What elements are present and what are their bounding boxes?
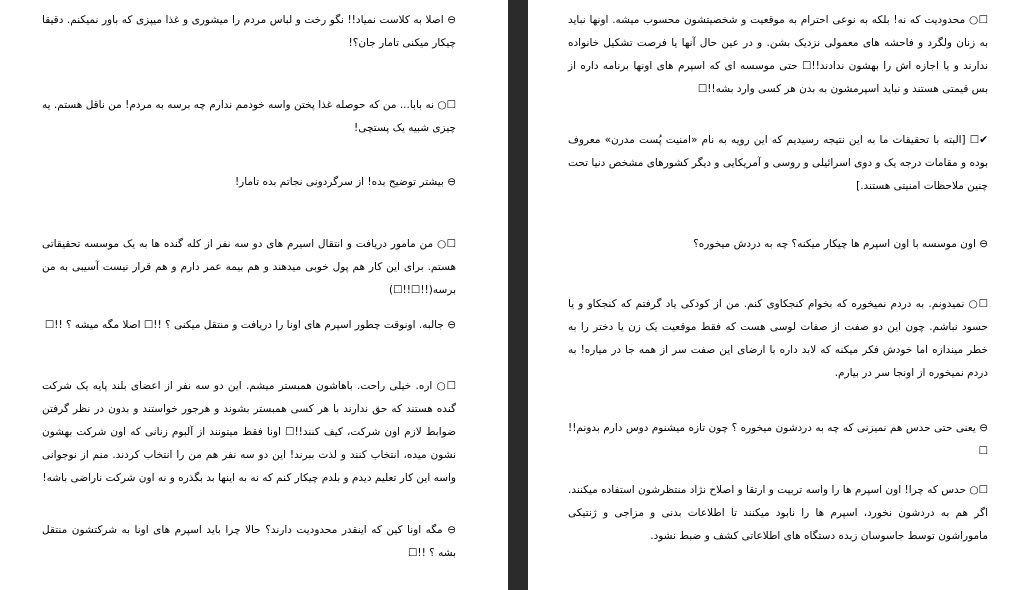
dialogue-paragraph: ☐○ نمیدونم. به دردم نمیخوره که بخوام کنجکاوی کنم. من از کودکی یاد گرفتم که کنجکاو و یا حسود نباشم. چون این دو صفت از صفات لوسی هست که فقط موقعیت یک زن یا دختر را به خطر میندازه اما خودش فکر میکنه که لابد داره با ارضای این صفت سر از همه جا در میاره! به دردم نمیخوره از اونجا سر در بیارم. (568, 297, 988, 379)
dialogue-paragraph: ⊖ اون موسسه با اون اسپرم ها چیکار میکنه؟ چه به دردش میخوره؟ (693, 237, 988, 250)
dialogue-paragraph: ☐○ حدس که چرا! اون اسپرم ها را واسه تربیت و ارتقا و اصلاح نژاد منتظرشون استفاده میکنند. اگر هم به دردشون نخورد، اسپرم ها را نابود میکنند تا اطلاعات بدنی و مزاجی و ژنتیکی ماموراشون توسط جاسوسان زبده دستگاه های اطلاعاتی کشف و ضبط نشود. (568, 483, 988, 542)
page-gutter (508, 0, 528, 590)
dialogue-paragraph: ⊖ اصلا به کلاست نمیاد!! نگو رخت و لباس مردم را میشوری و غذا میپزی که باور نمیکنم. دقیقا چیکار میکنی تامار جان؟! (42, 13, 456, 49)
dialogue-paragraph: ☐○ اره. خیلی راحت. باهاشون همبستر میشم. این دو سه نفر از اعضای بلند پایه یک شرکت گنده هستند که حق ندارند با هر کسی همبستر بشوند و هرجور خواستند و بدون در نظر گرفتن ضوابط لازم اون شرکت، کیف کنند!!☐ اونا فقط میتونند از آلبوم زنانی که اون شرکت بهشون نشون میده، انتخاب کنند و لذت ببرند! این دو سه نفر هم من را انتخاب کردند. منم از نوجوانی واسه این کار تعلیم دیدم و بلدم چیکار کنم که نه به اینها بد بگذره و نه اون شرکت ناراضی باشه! (42, 379, 456, 484)
dialogue-paragraph: ☐○ من مامور دریافت و انتقال اسیرم های دو سه نفر از کله گنده ها به یک موسسه تحقیقاتی هستم. برای این کار هم پول خوبی میدهند و هم بیمه عمر دارم و هم قرار نیست آسیبی به من برسه(!!☐!!☐) (42, 237, 456, 296)
dialogue-paragraph: ⊖ جالبه. اونوقت چطور اسپرم های اونا را دریافت و منتقل میکنی ؟ !!☐ اصلا مگه میشه ؟ !!☐ (44, 318, 456, 331)
dialogue-paragraph: ☐○ محدودیت که نه! بلکه به نوعی احترام به موقعیت و شخصیتشون محسوب میشه. اونها نباید به زنان ولگرد و فاحشه های معمولی نزدیک بشن. و در عین حال آنها یا فرصت تشکیل خانواده ندارند و یا اجازه اش را بهشون ندادند!!☐ حتی موسسه ای که اسپرم های اونها برنامه داره از بس قیمتی هستند و نباید اسپرمشون به بدن هر کسی وارد بشه!!☐ (568, 13, 988, 95)
right-page (528, 0, 1024, 590)
dialogue-paragraph: ⊖ یعنی حتی حدس هم نمیزنی که چه به دردشون میخوره ؟ چون تازه میشنوم دوس دارم بدونم!!☐ (568, 421, 988, 457)
dialogue-paragraph: ✔☐ [البته با تحقیقات ما به این نتیجه رسیدیم که این رویه به نام «امنیت پُست مدرن» معروف بوده و مقامات درجه یک و دوی اسرائیلی و روسی و آمریکایی و دیگر کشورهای مشخص دنیا تحت چنین ملاحظات امنیتی هستند.] (568, 133, 988, 192)
dialogue-paragraph: ⊖ بیشتر توضیح بده! از سرگردونی نجاتم بده تامار! (234, 175, 456, 188)
left-page (0, 0, 508, 590)
dialogue-paragraph: ⊖ مگه اونا کین که اینقدر محدودیت دارند؟ حالا چرا باید اسپرم های اونا به شرکتشون منتقل بشه ؟ !!☐ (42, 523, 456, 559)
dialogue-paragraph: ☐○ نه بابا... من که حوصله غذا پختن واسه خودمم ندارم چه برسه به مردم! من ناقل هستم. یه چیزی شبیه یک پستچی! (42, 98, 456, 134)
